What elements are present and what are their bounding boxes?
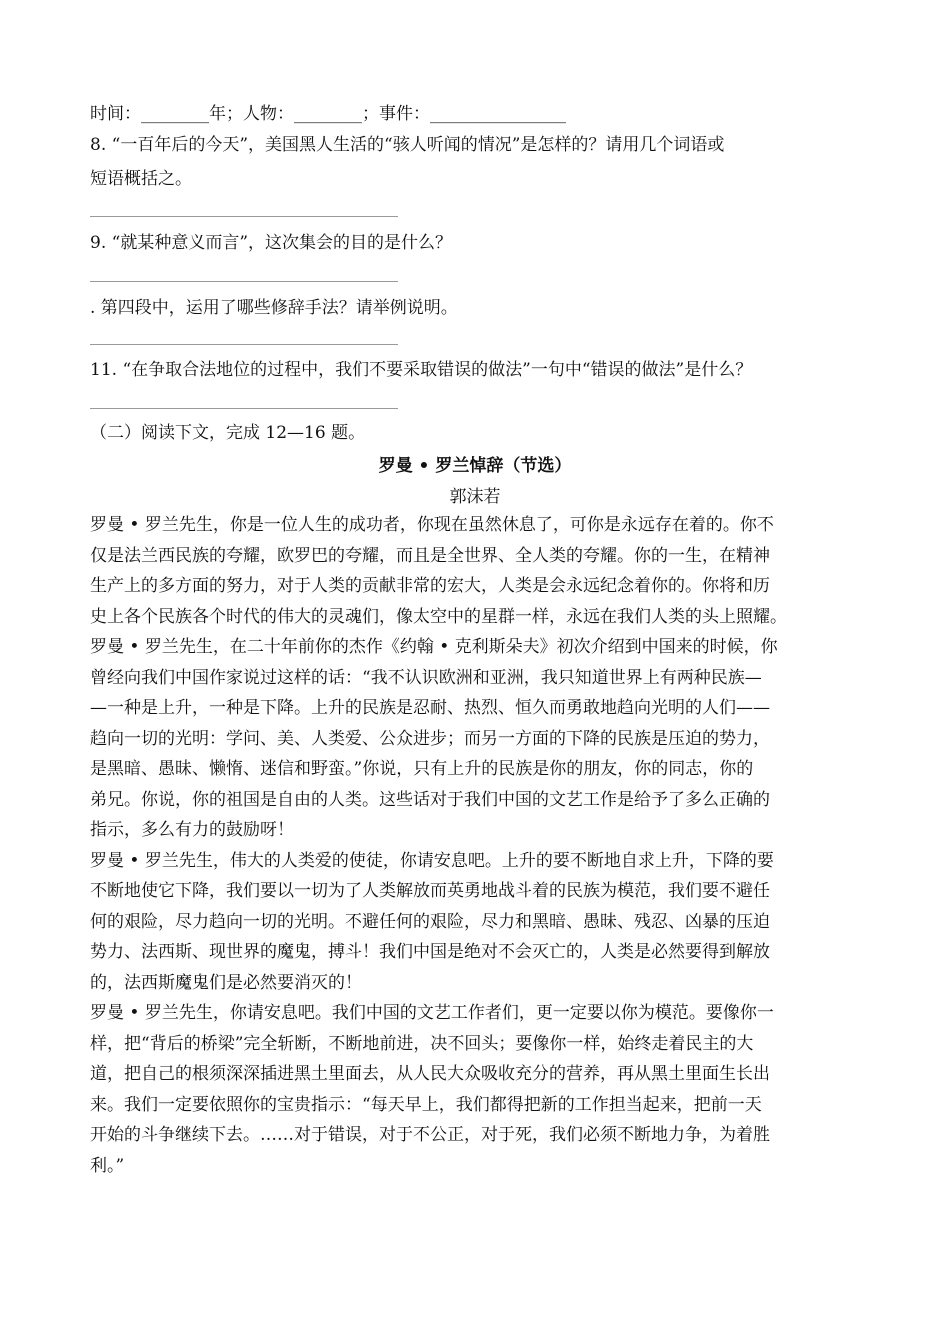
q8-line-2: 短语概括之。 — [90, 169, 192, 189]
q9-question: 9. “就某种意义而言”，这次集会的目的是什么？ — [90, 233, 453, 253]
q8-answer-line[interactable] — [90, 216, 398, 217]
paragraph-line: 史上各个民族各个时代的伟大的灵魂们，像太空中的星群一样，永远在我们人类的头上照耀。 — [90, 606, 787, 627]
paragraph-line: 来。我们一定要依照你的宝贵指示：“每天早上，我们都得把新的工作担当起来，把前一天 — [90, 1094, 762, 1115]
section-heading: （二）阅读下文，完成 12—16 题。 — [90, 423, 366, 443]
q7-fill-line[interactable]: 时间：________年；人物：________；事件：________________ — [90, 104, 566, 124]
paragraph-line: 的，法西斯魔鬼们是必然要消灭的！ — [90, 972, 362, 993]
paragraph-line: 曾经向我们中国作家说过这样的话：“我不认识欧洲和亚洲，我只知道世界上有两种民族— — [90, 667, 762, 688]
paragraph-line: 道，把自己的根须深深插进黑土里面去，从人民大众吸收充分的营养，再从黑土里面生长出 — [90, 1064, 770, 1084]
paragraph-1 — [90, 510, 870, 1181]
q11-answer-line[interactable] — [90, 408, 398, 409]
paragraph-line: 利。” — [90, 1155, 125, 1176]
paragraph-line: 不断地使它下降，我们要以一切为了人类解放而英勇地战斗着的民族为模范，我们要不避任 — [90, 881, 770, 901]
q9-answer-line[interactable] — [90, 281, 398, 282]
article-author: 郭沫若 — [449, 487, 501, 507]
paragraph-line: 指示，多么有力的鼓励呀！ — [90, 820, 294, 840]
paragraph-line: 样，把“背后的桥梁”完全斩断，不断地前进，决不回头；要像你一样，始终走着民主的大 — [90, 1033, 754, 1054]
paragraph-line: 罗曼 • 罗兰先生，在二十年前你的杰作《约翰 • 克利斯朵夫》初次介绍到中国来的时候，你 — [90, 637, 778, 657]
paragraph-line: 罗曼 • 罗兰先生，你是一位人生的成功者，你现在虽然休息了，可你是永远存在着的。你不 — [90, 515, 774, 535]
q8-line-1: 8. “一百年后的今天”，美国黑人生活的“骇人听闻的情况”是怎样的？请用几个词语或 — [90, 135, 725, 155]
paragraph-line: 势力、法西斯、现世界的魔鬼，搏斗！我们中国是绝对不会灭亡的，人类是必然要得到解放 — [90, 942, 770, 962]
article-title: 罗曼 • 罗兰悼辞（节选） — [378, 456, 572, 476]
q10-question: . 第四段中，运用了哪些修辞手法？请举例说明。 — [90, 298, 458, 318]
paragraph-line: 罗曼 • 罗兰先生，你请安息吧。我们中国的文艺工作者们，更一定要以你为模范。要像你一 — [90, 1003, 774, 1023]
paragraph-line: —一种是上升，一种是下降。上升的民族是忍耐、热烈、恒久而勇敢地趋向光明的人们—— — [90, 698, 770, 718]
paragraph-line: 弟兄。你说，你的祖国是自由的人类。这些话对于我们中国的文艺工作是给予了多么正确的 — [90, 789, 770, 810]
paragraph-line: 罗曼 • 罗兰先生，伟大的人类爱的使徒，你请安息吧。上升的要不断地自求上升，下降的要 — [90, 850, 774, 871]
paragraph-line: 生产上的多方面的努力，对于人类的贡献非常的宏大，人类是会永远纪念着你的。你将和历 — [90, 576, 770, 596]
q11-question: 11. “在争取合法地位的过程中，我们不要采取错误的做法”一句中“错误的做法”是什么？ — [90, 360, 753, 380]
paragraph-line: 何的艰险，尽力趋向一切的光明。不避任何的艰险，尽力和黑暗、愚昧、残忍、凶暴的压迫 — [90, 911, 770, 932]
paragraph-line: 开始的斗争继续下去。……对于错误，对于不公正，对于死，我们必须不断地力争，为着胜 — [90, 1125, 770, 1145]
paragraph-line: 是黑暗、愚昧、懒惰、迷信和野蛮。”你说，只有上升的民族是你的朋友，你的同志，你的 — [90, 759, 754, 779]
paragraph-line: 仅是法兰西民族的夸耀，欧罗巴的夸耀，而且是全世界、全人类的夸耀。你的一生，在精神 — [90, 545, 770, 566]
paragraph-line: 趋向一切的光明：学问、美、人类爱、公众进步；而另一方面的下降的民族是压迫的势力， — [90, 728, 770, 749]
q10-answer-line[interactable] — [90, 344, 398, 345]
